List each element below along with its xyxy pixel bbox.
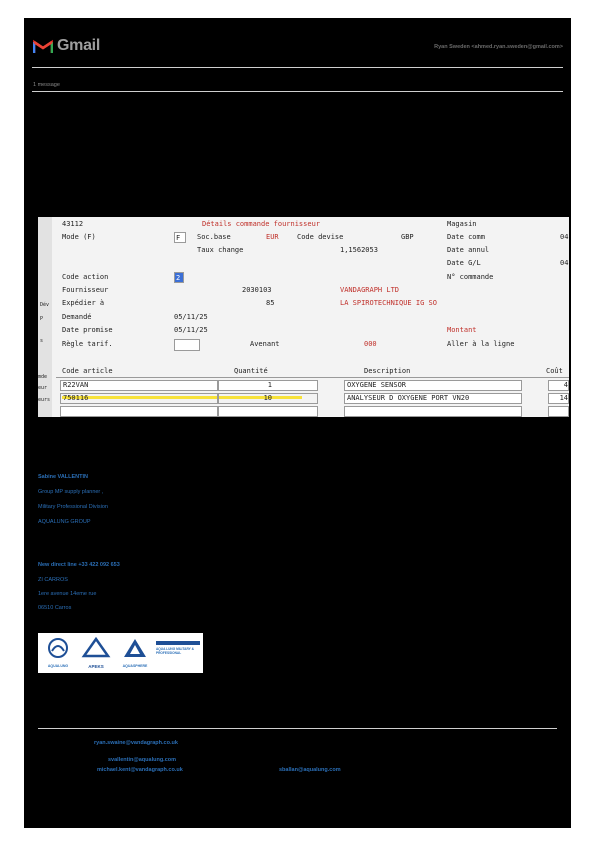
- field-code: 43112: [62, 220, 84, 228]
- date-gl-value: 04: [560, 259, 569, 267]
- demande-value: 05/11/25: [174, 313, 208, 321]
- fournisseur-name: VANDAGRAPH LTD: [340, 286, 400, 294]
- row3-cost[interactable]: [548, 406, 569, 417]
- side-label: eurs: [38, 397, 51, 403]
- side-label: eur: [38, 385, 48, 391]
- row1-cost[interactable]: 4: [548, 380, 569, 391]
- mode-label: Mode (F): [62, 233, 96, 241]
- regle-input[interactable]: [174, 339, 200, 351]
- regle-label: Règle tarif.: [62, 340, 113, 348]
- date-promise-label: Date promise: [62, 326, 113, 334]
- row1-qty[interactable]: 1: [218, 380, 318, 391]
- side-label: P: [40, 316, 44, 322]
- apeks-icon: [78, 637, 114, 659]
- col-header-qty: Quantité: [234, 367, 268, 375]
- date-gl-label: Date G/L: [447, 259, 481, 267]
- soc-base-label: Soc.base: [197, 233, 231, 241]
- footer-email-2[interactable]: svallentin@aqualung.com: [108, 757, 177, 763]
- expedier-label: Expédier à: [62, 299, 105, 307]
- side-label: s: [40, 338, 44, 344]
- gmail-m-icon: [33, 39, 53, 54]
- sig-role: Group MP supply planner ,: [38, 489, 104, 495]
- sig-division: Military Professional Division: [38, 504, 108, 510]
- apeks-logo: [78, 637, 114, 669]
- row3-qty[interactable]: [218, 406, 318, 417]
- sig-group: AQUALUNG GROUP: [38, 519, 91, 525]
- email-page: [24, 18, 571, 828]
- aqualung-logo: [41, 637, 75, 668]
- aqualung-caption: AQUALUNG: [47, 664, 69, 668]
- code-action-input[interactable]: 2: [174, 272, 184, 283]
- row1-code[interactable]: R22VAN: [60, 380, 218, 391]
- fournisseur-label: Fournisseur: [62, 286, 109, 294]
- mode-input[interactable]: F: [174, 232, 186, 243]
- erp-screenshot: [38, 217, 569, 417]
- taux-value: 1,1562053: [340, 246, 378, 254]
- military-logo: [156, 641, 200, 655]
- gmail-logo: [33, 37, 100, 55]
- sig-name: Sabine VALLENTIN: [38, 474, 89, 480]
- date-promise-value: 05/11/25: [174, 326, 208, 334]
- row2-qty[interactable]: 10: [218, 393, 318, 404]
- footer-email-1[interactable]: ryan.swaine@vandagraph.co.uk: [94, 740, 178, 746]
- military-caption: AQUA LUNG MILITARY & PROFESSIONAL: [156, 647, 194, 655]
- code-devise-label: Code devise: [297, 233, 344, 241]
- account-email: Ryan Sweden <ahmed.ryan.sweden@gmail.com>: [434, 44, 563, 50]
- brand-logos: [38, 633, 203, 673]
- side-label: Dév: [40, 302, 50, 308]
- col-header-cost: Coût: [546, 367, 563, 375]
- row2-cost[interactable]: 14: [548, 393, 569, 404]
- row3-code[interactable]: [60, 406, 218, 417]
- erp-title: Détails commande fournisseur: [202, 220, 321, 228]
- col-header-code: Code article: [62, 367, 113, 375]
- apeks-caption: APEKS: [88, 664, 104, 669]
- header-divider: [32, 67, 563, 68]
- magasin-label: Magasin: [447, 220, 477, 228]
- code-action-label: Code action: [62, 273, 109, 281]
- row2-code[interactable]: 750116: [60, 393, 218, 404]
- expedier-name: LA SPIROTECHNIQUE IG SO: [340, 299, 437, 307]
- gmail-wordmark: Gmail: [57, 37, 100, 54]
- side-label: mde: [38, 374, 48, 380]
- footer-email-3[interactable]: michael.kent@vandagraph.co.uk: [97, 767, 183, 773]
- avenant-label: Avenant: [250, 340, 280, 348]
- expedier-code: 85: [266, 299, 275, 307]
- aller-label: Aller à la ligne: [447, 340, 515, 348]
- taux-label: Taux change: [197, 246, 244, 254]
- sig-company: ZI CARROS: [38, 577, 68, 583]
- no-commande-label: N° commande: [447, 273, 494, 281]
- subject-divider: [32, 91, 563, 92]
- aqualung-icon: [41, 637, 75, 659]
- footer-divider: [38, 728, 557, 729]
- fournisseur-code: 2030103: [242, 286, 272, 294]
- row2-desc[interactable]: ANALYSEUR D OXYGENE PORT VN20: [344, 393, 522, 404]
- date-comm-value: 04: [560, 233, 569, 241]
- message-count: 1 message: [33, 82, 60, 88]
- code-devise-value: GBP: [401, 233, 414, 241]
- aquasphere-logo: [118, 637, 152, 668]
- sig-direct-line: New direct line +33 422 092 653: [38, 562, 120, 568]
- sig-street: 1ere avenue 14eme rue: [38, 591, 97, 597]
- soc-base-value: EUR: [266, 233, 279, 241]
- date-annul-label: Date annul: [447, 246, 490, 254]
- footer-email-4[interactable]: sballan@aqualung.com: [279, 767, 341, 773]
- grid-header-line: [56, 377, 569, 378]
- col-header-desc: Description: [364, 367, 411, 375]
- demande-label: Demandé: [62, 313, 92, 321]
- date-comm-label: Date comm: [447, 233, 485, 241]
- montant-label: Montant: [447, 326, 477, 334]
- aquasphere-icon: [118, 637, 152, 659]
- avenant-value: 000: [364, 340, 377, 348]
- aquasphere-caption: AQUASPHERE: [122, 664, 148, 668]
- sig-city: 06510 Carros: [38, 605, 72, 611]
- row1-desc[interactable]: OXYGENE SENSOR: [344, 380, 522, 391]
- row3-desc[interactable]: [344, 406, 522, 417]
